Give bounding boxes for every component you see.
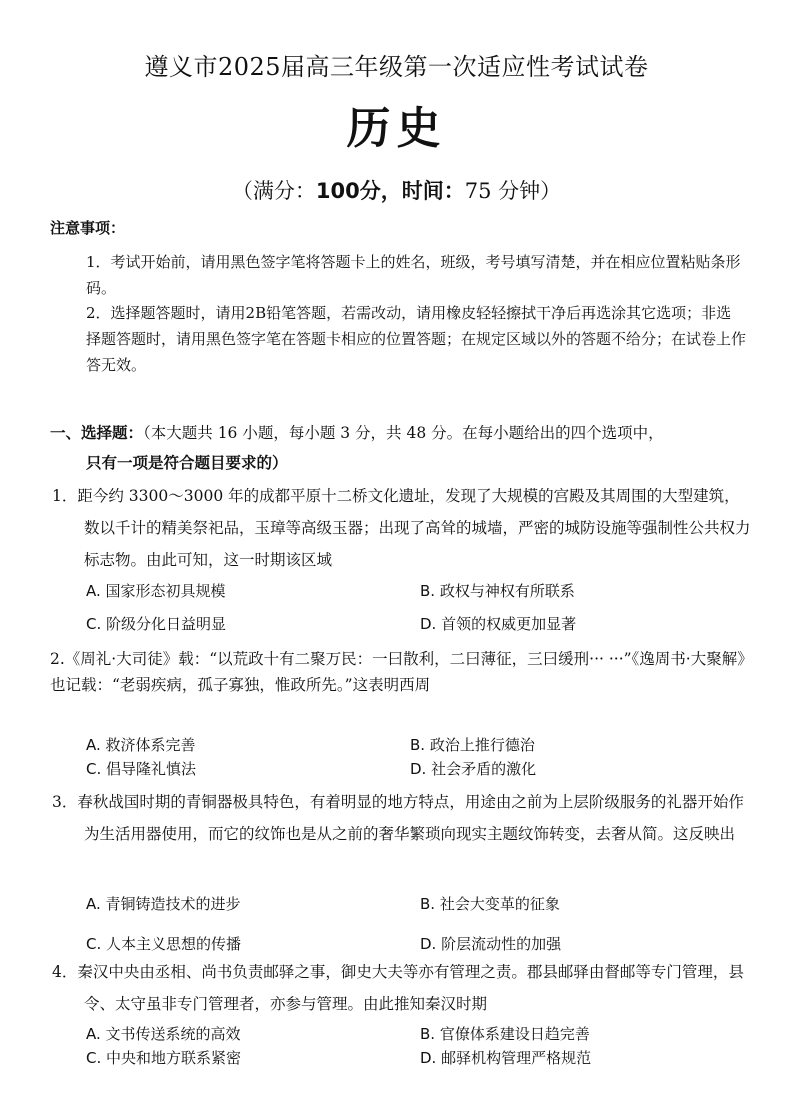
exam-info [0, 174, 793, 208]
option-c: C. 倡导隆礼慎法 [86, 760, 197, 778]
option-a: A. 救济体系完善 [86, 736, 196, 754]
question-1 [52, 480, 752, 576]
option-a: A. 青铜铸造技术的进步 [86, 895, 241, 913]
subject-title: 历史 [346, 103, 447, 154]
question-stem: 4．秦汉中央由丞相、尚书负责邮驿之事，御史大夫等亦有管理之责。郡县邮驿由督邮等专门管理，县令、太守虽非专门管理者，亦参与管理。由此推知秦汉时期 [52, 963, 744, 1013]
option-c: C. 人本主义思想的传播 [86, 935, 242, 953]
full-score: 100分，时间： [315, 179, 465, 203]
option-a: A. 文书传送系统的高效 [86, 1025, 241, 1043]
exam-title: 遵义市2025届高三年级第一次适应性考试试卷 [144, 53, 649, 81]
question-stem: 2.《周礼·大司徒》载：“以荒政十有二聚万民：一曰散利，二曰薄征，三曰缓刑··· ···”《逸周书·大聚解》也记载：“老弱疾病，孤子寡独，惟政所先。”这表明西周 [50, 650, 745, 694]
option-d: D. 首领的权威更加显著 [420, 615, 577, 633]
question-stem: 3．春秋战国时期的青铜器极具特色，有着明显的地方特点，用途由之前为上层阶级服务的礼器开始作为生活用器使用，而它的纹饰也是从之前的奢华繁琐向现实主题纹饰转变，去奢从简。这反映出 [52, 793, 744, 843]
section-desc-line2: 只有一项是符合题目要求的） [86, 454, 288, 472]
option-c: C. 阶级分化日益明显 [86, 615, 227, 633]
option-d: D. 社会矛盾的激化 [410, 760, 537, 778]
section-heading [50, 418, 750, 478]
option-d: D. 邮驿机构管理严格规范 [420, 1049, 592, 1067]
option-c: C. 中央和地方联系紧密 [86, 1049, 242, 1067]
question-4 [52, 956, 752, 1020]
question-stem: 1．距今约 3300～3000 年的成都平原十二桥文化遗址，发现了大规模的宫殿及其周围的大型建筑，数以千计的精美祭祀品，玉璋等高级玉器；出现了高耸的城墙，严密的城防设施等强制性公共权力标志物。由此可知，这一时期该区域 [52, 487, 751, 569]
info-suffix: 75 分钟） [464, 179, 562, 203]
notes-heading: 注意事项： [50, 219, 126, 237]
option-b: B. 政治上推行德治 [410, 736, 535, 754]
note-item: 2．选择题答题时，请用2B铅笔答题，若需改动，请用橡皮轻轻擦拭干净后再选涂其它选项；非选择题答题时，请用黑色签字笔在答题卡相应的位置答题；在规定区域以外的答题不给分；在试卷上作答无效。 [86, 304, 747, 374]
option-b: B. 社会大变革的征象 [420, 895, 560, 913]
option-b: B. 官僚体系建设日趋完善 [420, 1025, 590, 1043]
info-prefix: （满分： [231, 179, 316, 203]
option-b: B. 政权与神权有所联系 [420, 582, 575, 600]
option-d: D. 阶层流动性的加强 [420, 935, 562, 953]
section-title: 一、选择题： [50, 424, 144, 442]
question-2 [50, 646, 750, 698]
section-desc: （本大题共 16 小题，每小题 3 分，共 48 分。在每小题给出的四个选项中， [143, 424, 664, 442]
option-a: A. 国家形态初具规模 [86, 582, 226, 600]
note-item: 1．考试开始前，请用黑色签字笔将答题卡上的姓名，班级，考号填写清楚，并在相应位置粘贴条形码。 [86, 253, 741, 297]
question-3 [52, 786, 752, 850]
